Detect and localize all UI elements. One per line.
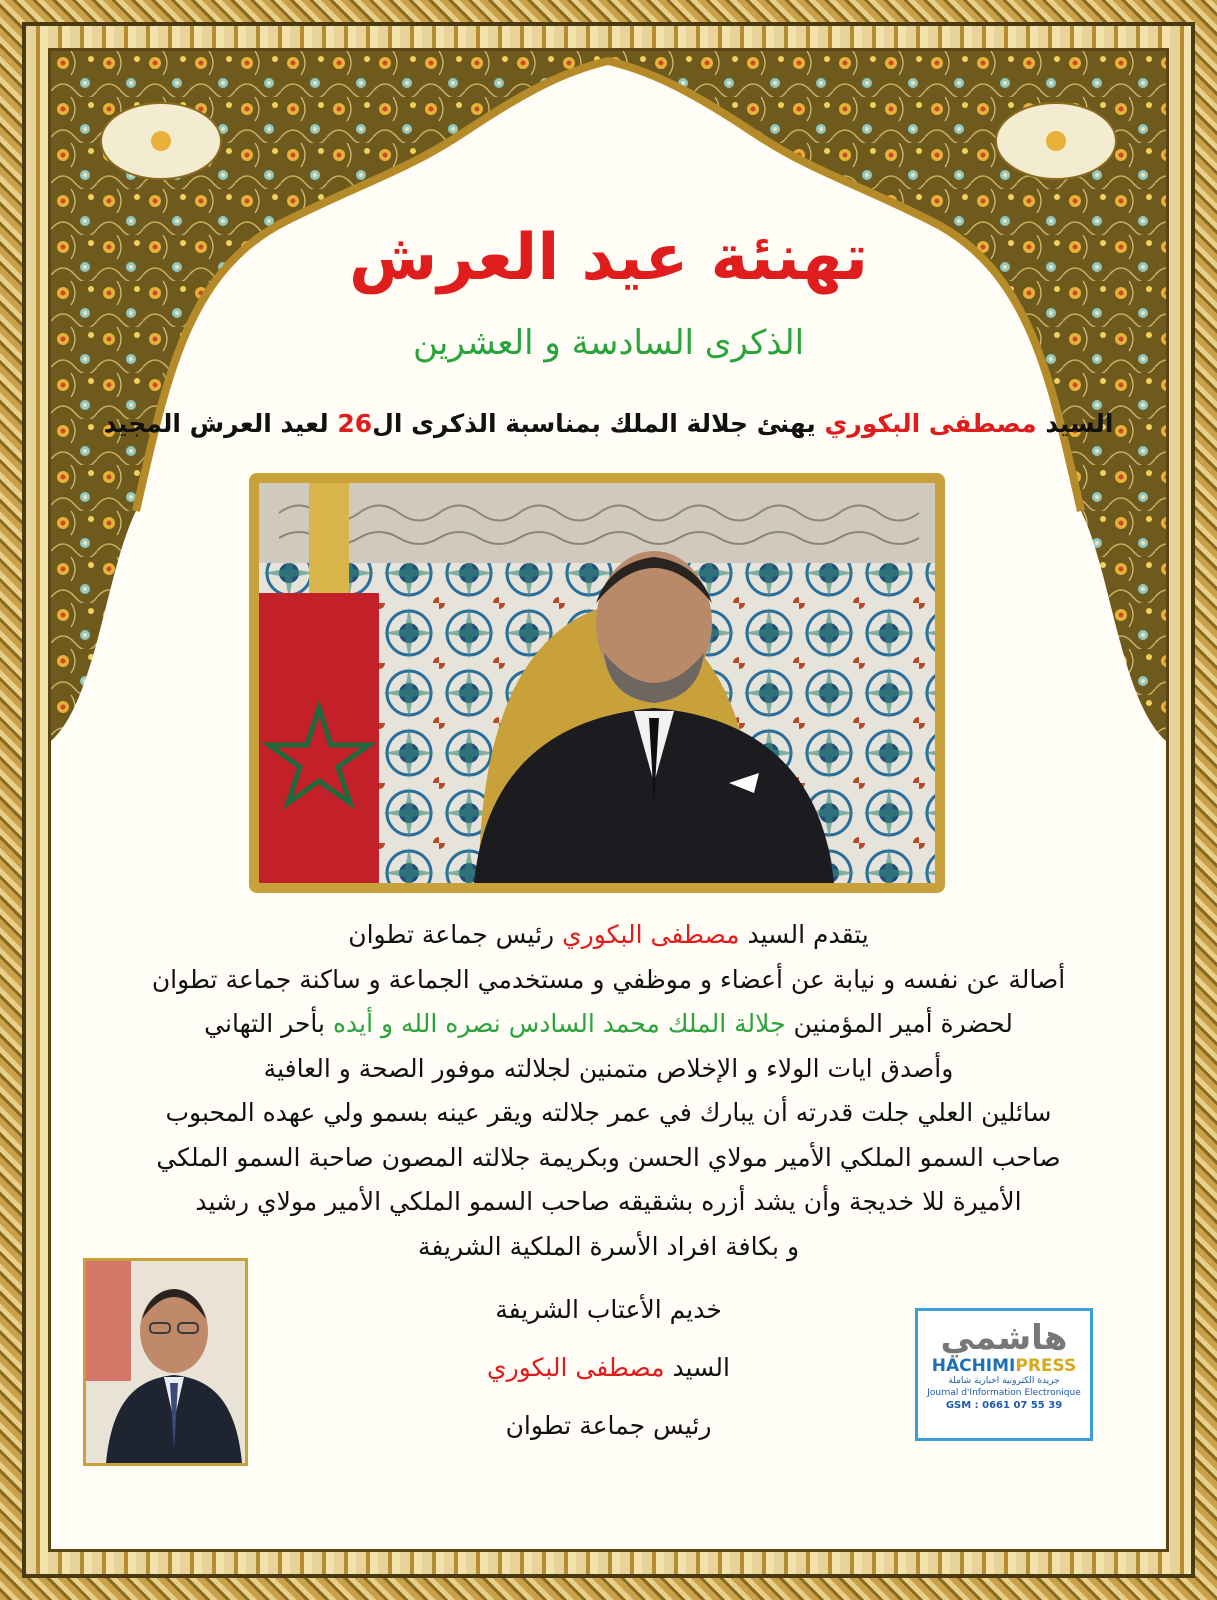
signature-role: رئيس جماعة تطوان xyxy=(505,1411,712,1440)
message-line-1-prefix: يتقدم السيد xyxy=(747,920,869,949)
signature-name-line xyxy=(351,1339,866,1397)
hachimi-press-logo xyxy=(915,1308,1093,1441)
logo-arabic-name: هاشمي xyxy=(940,1318,1068,1358)
anniversary-number: 26 xyxy=(337,409,373,438)
logo-brand xyxy=(918,1357,1090,1375)
signature-title: خديم الأعتاب الشريفة xyxy=(495,1295,722,1324)
message-line-8: و بكافة افراد الأسرة الملكية الشريفة xyxy=(417,1231,800,1261)
message-body xyxy=(91,913,1126,1269)
logo-brand-a: HACHIMI xyxy=(931,1356,1016,1376)
poster-canvas xyxy=(48,48,1169,1552)
message-line-1 xyxy=(91,913,1126,958)
message-line-4: وأصدق ايات الولاء و الإخلاص متمنين لجلالته موفور الصحة و العافية xyxy=(263,1053,954,1083)
greeting-name: مصطفى البكوري xyxy=(824,409,1037,438)
signature-name: مصطفى البكوري xyxy=(487,1353,665,1382)
page-title: تهنئة عيد العرش xyxy=(349,221,868,295)
message-line-3-prefix: لحضرة أمير المؤمنين xyxy=(793,1009,1013,1038)
greeting-suffix: لعيد العرش المجيد xyxy=(103,409,329,438)
message-line-1-suffix: رئيس جماعة تطوان xyxy=(348,920,555,949)
greeting-prefix: السيد xyxy=(1045,409,1114,438)
message-line-3-highlight: جلالة الملك محمد السادس نصره الله و أيده xyxy=(332,1009,786,1038)
signature-block xyxy=(351,1281,866,1455)
logo-gsm: GSM : 0661 07 55 39 xyxy=(945,1400,1063,1411)
page-subtitle: الذكرى السادسة و العشرين xyxy=(412,323,805,363)
signatory-portrait-illustration xyxy=(86,1261,245,1463)
message-line-5: سائلين العلي جلت قدرته أن يبارك في عمر جلالته ويقر عينه بسمو ولي عهده المحبوب xyxy=(165,1098,1052,1127)
greeting-middle: يهنئ جلالة الملك بمناسبة الذكرى ال xyxy=(372,409,816,438)
greeting-line xyxy=(81,409,1136,438)
message-line-7: الأميرة للا خديجة وأن يشد أزره بشقيقه صاحب السمو الملكي الأمير مولاي رشيد xyxy=(195,1187,1022,1216)
message-line-2: أصالة عن نفسه و نيابة عن أعضاء و موظفي و مستخدمي الجماعة و ساكنة جماعة تطوان xyxy=(151,964,1066,994)
king-portrait-frame xyxy=(249,473,945,893)
message-line-3-suffix: بأحر التهاني xyxy=(204,1009,325,1038)
message-line-6: صاحب السمو الملكي الأمير مولاي الحسن وبكريمة جلالته المصون صاحبة السمو الملكي xyxy=(156,1142,1061,1172)
message-line-1-name: مصطفى البكوري xyxy=(562,920,740,949)
logo-tagline-ar: جريدة الكترونية اخبارية شاملة xyxy=(948,1376,1060,1386)
logo-brand-b: PRESS xyxy=(1015,1356,1077,1376)
message-line-3 xyxy=(91,1002,1126,1047)
king-portrait-illustration xyxy=(259,483,935,883)
king-portrait-photo xyxy=(259,483,935,883)
signatory-portrait-photo xyxy=(83,1258,248,1466)
logo-tagline-fr: Journal d'Information Electronique xyxy=(927,1388,1081,1398)
signature-prefix: السيد xyxy=(672,1353,730,1382)
